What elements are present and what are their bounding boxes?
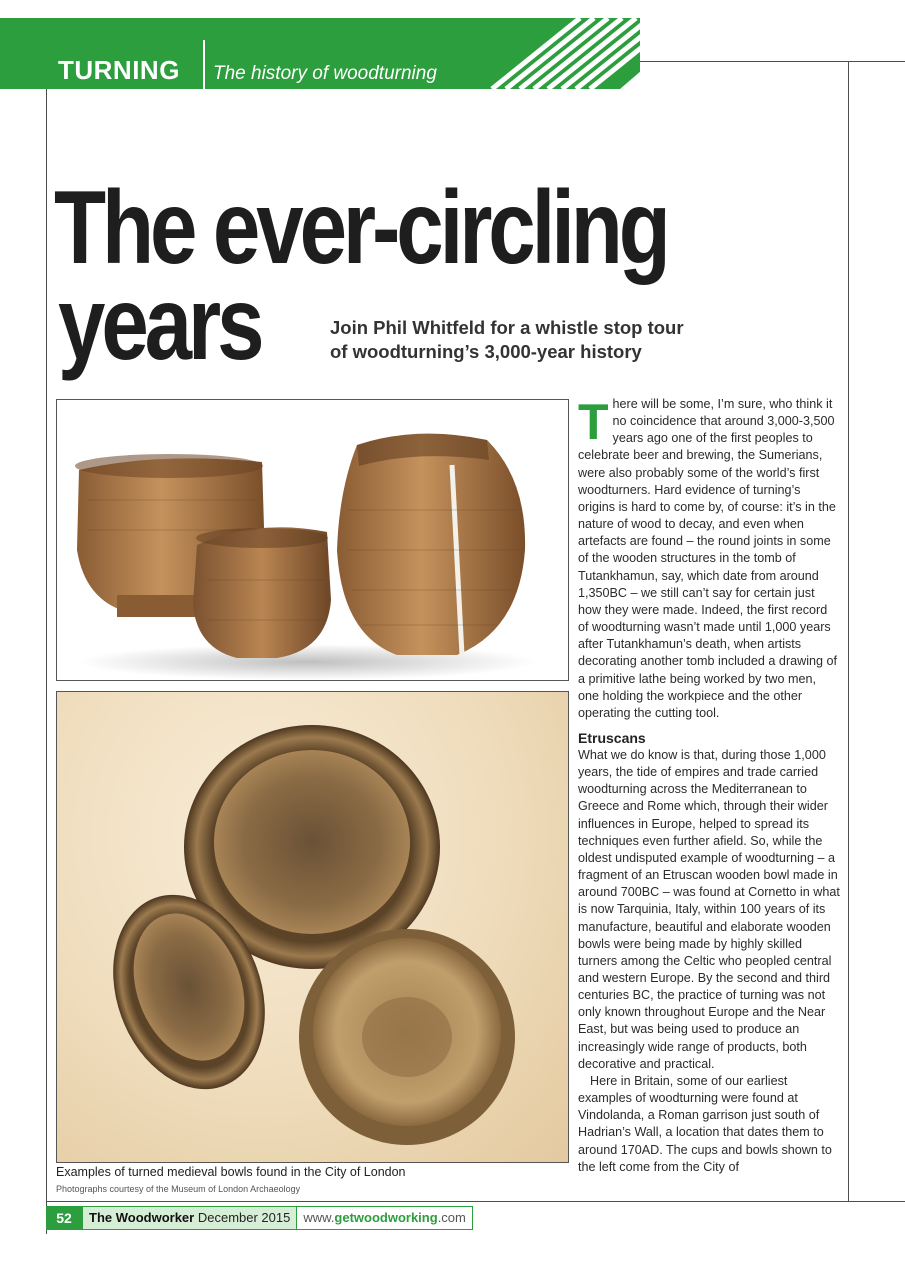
section-separator [203,40,205,89]
page-footer [46,1206,473,1230]
section-label: TURNING [58,55,180,85]
web-domain: getwoodworking [334,1210,438,1225]
photo-credit: Photographs courtesy of the Museum of London Archaeology [56,1184,301,1194]
section-subtitle: The history of woodturning [213,63,437,84]
headline-line-1: The ever-circling [54,170,667,286]
right-frame-line [848,61,849,1201]
article-paragraph-1 [578,396,840,722]
article-paragraph-2: What we do know is that, during those 1,000 years, the tide of empires and trade carried woodturning across the Mediterranean to Greece and Rome which, through their wider influences in Europe, helped to spread its techniques even further afield. So, while the oldest undisputed example of woodturning – a fragment of an Etruscan wooden bowl made in around 700BC – was found at Cornetto in what is now Tarquinia, Italy, within 100 years of its manufacture, beautiful and elaborate wooden bowls were being made by highly skilled turners among the Celtic who peopled central and western Europe. By the second and third centuries BC, the practice of turning was not only known throughout Europe and the Near East, but was being used to produce an increasingly wide range of products, both decorative and practical. [578,747,840,1071]
web-suffix: .com [437,1210,466,1225]
photo-medieval-bowls [56,691,569,1163]
headline-line-2: years [58,266,261,382]
subheading-etruscans: Etruscans [578,729,646,746]
drop-cap: T [578,394,609,450]
issue-date: December 2015 [197,1210,291,1225]
web-prefix: www. [303,1210,335,1225]
standfirst [330,316,750,364]
photo-wooden-cups [56,399,569,681]
article-paragraph-3: Here in Britain, some of our earliest examples of woodturning were found at Vindolanda, a Roman garrison just south of Hadrian’s Wall, a location that dates them to around 170AD. The cups and bowls shown to the left come from the City of [578,1073,832,1174]
photo-caption: Examples of turned medieval bowls found in the City of London [56,1165,406,1179]
diagonal-stripes-decoration [470,18,640,89]
website-link[interactable] [297,1206,473,1230]
page-number: 52 [46,1206,82,1230]
header-rule [640,61,905,62]
magazine-issue [82,1206,297,1230]
magazine-name: The Woodworker [89,1210,195,1225]
left-frame-line [46,89,47,1234]
footer-rule [46,1201,905,1202]
standfirst-line-1: Join Phil Whitfeld for a whistle stop tour [330,317,684,338]
standfirst-line-2: of woodturning’s 3,000-year history [330,341,642,362]
medieval-bowls-illustration [57,692,568,1162]
wooden-cups-illustration [57,400,568,680]
article-body [578,396,840,1176]
paragraph-1-text: here will be some, I’m sure, who think it no coincidence that around 3,000-3,500 years ago one of the first peoples to celebrate beer and brewing, the Sumerians, were also probably some of the world’s first woodturners. Hard evidence of turning’s origins is hard to come by, of course: it’s in the nature of wood to decay, and even when artefacts are found – the round joints in some of the wooden structures in the tomb of Tutankhamun, say, which date from around 1,350BC – we still can’t say for certain just how they were made. Indeed, the first record of woodturning wasn’t made until 1,000 years after Tutankhamun’s death, when artists decorating another tomb included a drawing of a primitive lathe being worked by two men, one holding the workpiece and the other operating the cutting tool. [578,397,838,720]
